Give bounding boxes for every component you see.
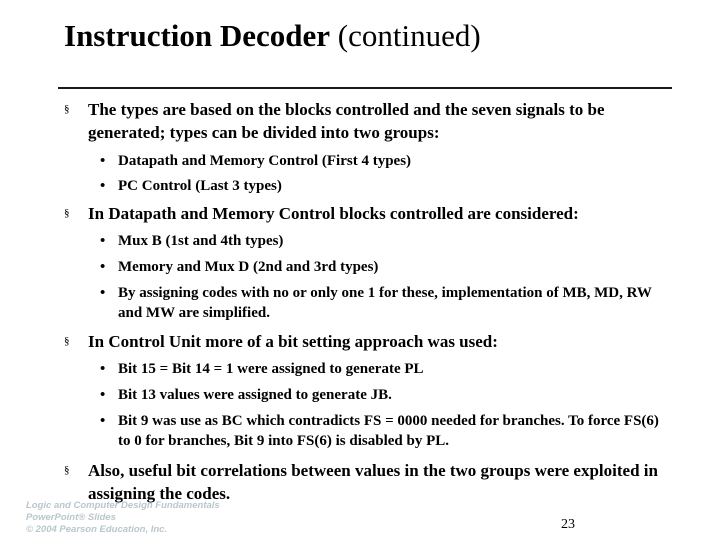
sub-bullet-item <box>100 176 660 196</box>
slide-title <box>64 16 481 56</box>
bullet-text: In Control Unit more of a bit setting approach was used: <box>88 332 498 351</box>
bullet-item <box>64 98 676 144</box>
dot-bullet-icon: • <box>100 361 106 377</box>
dot-bullet-icon: • <box>100 233 106 249</box>
sub-bullet-item <box>100 283 660 323</box>
sub-bullet-text: By assigning codes with no or only one 1 for these, implementation of MB, MD, RW and MW are simplified. <box>118 285 652 321</box>
dot-bullet-icon: • <box>100 413 106 429</box>
sub-bullet-text: Bit 15 = Bit 14 = 1 were assigned to generate PL <box>118 361 424 377</box>
sub-bullet-item <box>100 385 660 405</box>
sub-bullet-item <box>100 231 660 251</box>
dot-bullet-icon: • <box>100 259 106 275</box>
section-bullet-icon: § <box>64 335 70 347</box>
bullet-item <box>64 330 676 353</box>
section-bullet-icon: § <box>64 464 70 476</box>
sub-bullet-text: Bit 13 values were assigned to generate JB. <box>118 387 392 403</box>
sub-bullet-text: Bit 9 was use as BC which contradicts FS = 0000 needed for branches. To force FS(6) to 0 for branches, Bit 9 into FS(6) is disabled by PL. <box>118 413 659 449</box>
footer-line: PowerPoint® Slides <box>26 512 116 523</box>
dot-bullet-icon: • <box>100 387 106 403</box>
sub-bullet-item <box>100 151 660 171</box>
section-bullet-icon: § <box>64 103 70 115</box>
footer-line: © 2004 Pearson Education, Inc. <box>26 524 168 535</box>
footer-line: Logic and Computer Design Fundamentals <box>26 500 220 511</box>
dot-bullet-icon: • <box>100 153 106 169</box>
sub-bullet-item <box>100 257 660 277</box>
bullet-text: Also, useful bit correlations between values in the two groups were exploited in assigning the codes. <box>88 461 658 503</box>
bullet-item <box>64 202 676 225</box>
bullet-text: The types are based on the blocks controlled and the seven signals to be generated; types can be divided into two groups: <box>88 100 605 142</box>
publisher-footer-logo <box>26 500 238 536</box>
dot-bullet-icon: • <box>100 285 106 301</box>
dot-bullet-icon: • <box>100 178 106 194</box>
title-suffix: (continued) <box>337 18 481 53</box>
sub-bullet-text: Memory and Mux D (2nd and 3rd types) <box>118 259 379 275</box>
sub-bullet-item <box>100 411 660 451</box>
page-number: 23 <box>561 517 575 532</box>
title-divider <box>58 87 672 89</box>
sub-bullet-text: PC Control (Last 3 types) <box>118 178 282 194</box>
section-bullet-icon: § <box>64 207 70 219</box>
sub-bullet-text: Datapath and Memory Control (First 4 types) <box>118 153 412 169</box>
title-main: Instruction Decoder <box>64 18 331 53</box>
sub-bullet-text: Mux B (1st and 4th types) <box>118 233 284 249</box>
sub-bullet-item <box>100 359 660 379</box>
bullet-text: In Datapath and Memory Control blocks controlled are considered: <box>88 204 579 223</box>
bullet-item <box>64 459 676 505</box>
